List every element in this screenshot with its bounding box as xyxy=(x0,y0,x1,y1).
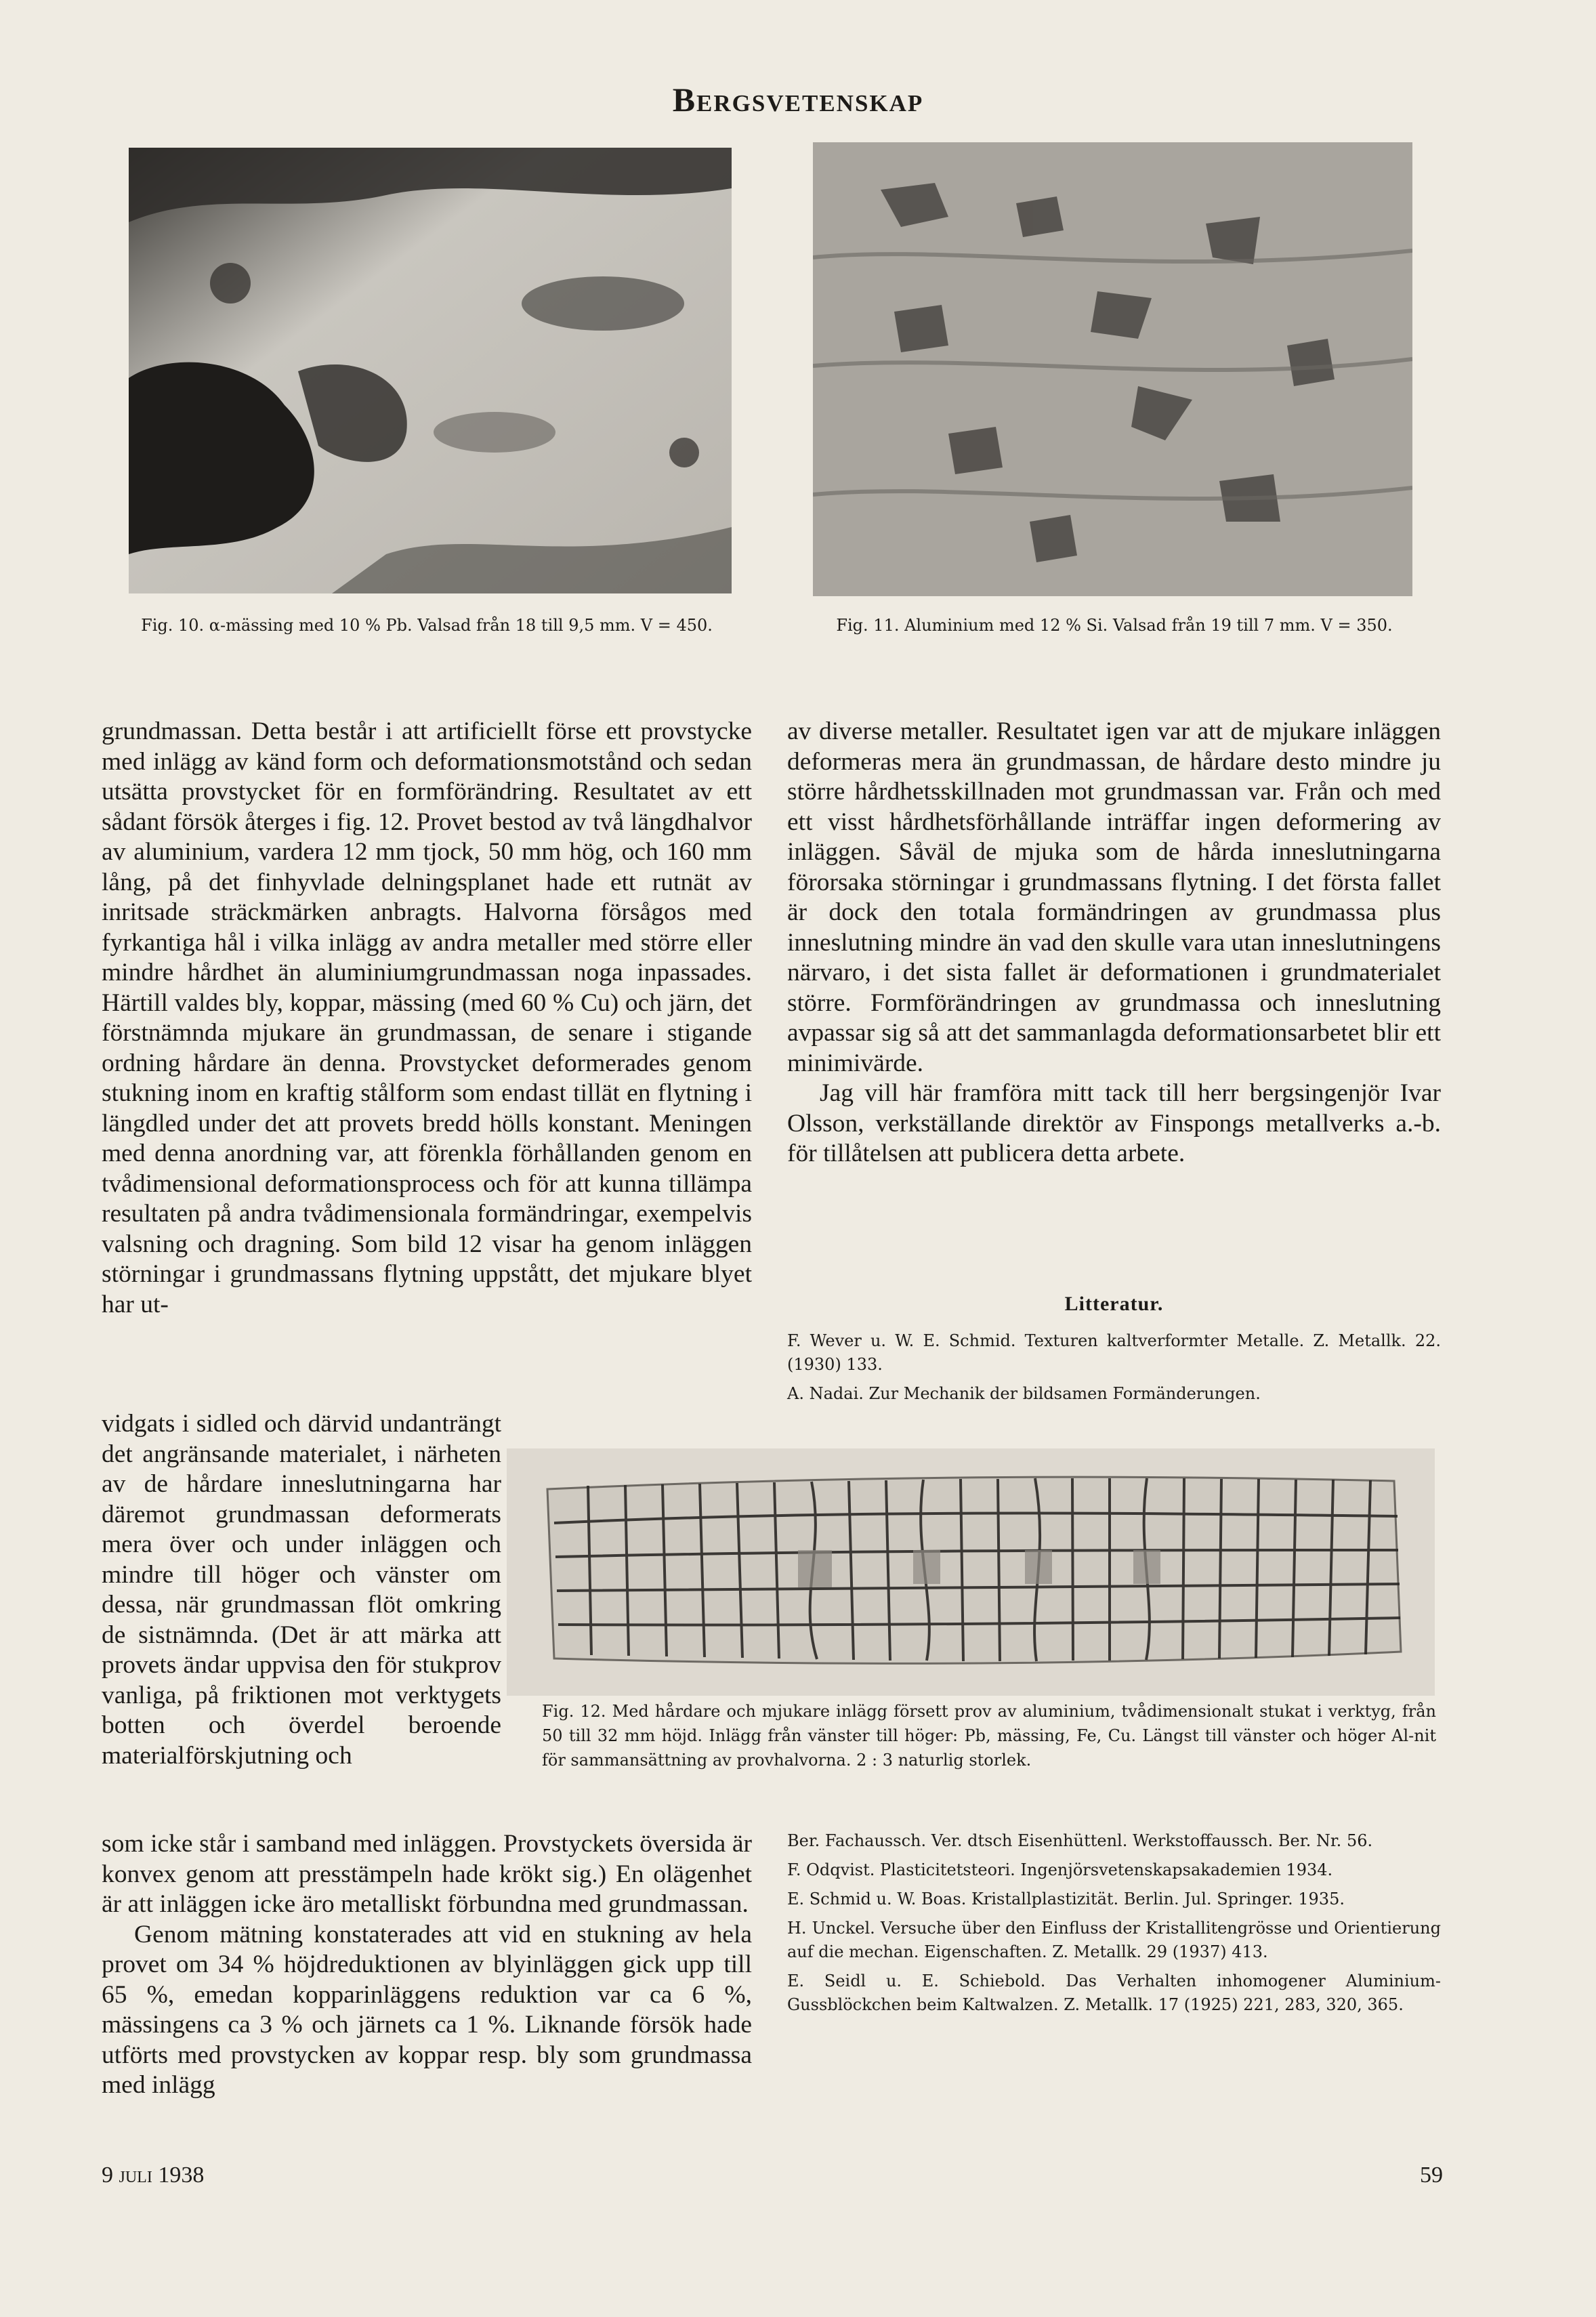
fig12-photo xyxy=(507,1448,1435,1696)
reference-item: F. Wever u. W. E. Schmid. Texturen kaltverformter Metalle. Z. Metallk. 22. (1930) 133. xyxy=(787,1331,1441,1374)
left-column-top xyxy=(102,717,752,1320)
page-number: 59 xyxy=(1420,2163,1443,2188)
left-column-narrow xyxy=(102,1409,501,1771)
reference-item: Ber. Fachaussch. Ver. dtsch Eisenhüttenl. Werkstoffaussch. Ber. Nr. 56. xyxy=(787,1831,1373,1850)
reference-item: E. Seidl u. E. Schiebold. Das Verhalten inhomogener Aluminium-Gussblöckchen beim Kaltwalzen. Z. Metallk. 17 (1925) 221, 283, 320, 365. xyxy=(787,1971,1441,2014)
right-column xyxy=(787,717,1441,1169)
fig11-photo xyxy=(813,142,1412,596)
reference-item: E. Schmid u. W. Boas. Kristallplastizität. Berlin. Jul. Springer. 1935. xyxy=(787,1890,1345,1908)
body-paragraph: vidgats i sidled och därvid undanträngt det angränsande materialet, i närheten av de hårdare inneslutningarna har däremot grundmassan deformerats mera över och under inläggen och mindre till höger och vänster om dessa, när grundmassan flöt omkring de sistnämnda. (Det är att märka att provets ändar uppvisa den för stukprov vanliga, på friktionen mot verktygets botten och överdel beroende materialförskjutning och xyxy=(102,1410,501,1770)
reference-item: A. Nadai. Zur Mechanik der bildsamen Formänderungen. xyxy=(787,1384,1261,1403)
body-paragraph: Jag vill här framföra mitt tack till herr bergsingenjör Ivar Olsson, verkställande direktör av Finspongs metallverks a.-b. för tillåtelsen att publicera detta arbete. xyxy=(787,1079,1441,1167)
reference-item: H. Unckel. Versuche über den Einfluss der Kristallitengrösse und Orientierung auf die mechan. Eigenschaften. Z. Metallk. 29 (1937) 413. xyxy=(787,1919,1441,1961)
body-paragraph: som icke står i samband med inläggen. Provstyckets översida är konvex genom att presstämpeln hade krökt sig.) En olägenhet är att inläggen icke äro metalliskt förbundna med grundmassan. xyxy=(102,1830,752,1918)
fig11-caption: Fig. 11. Aluminium med 12 % Si. Valsad från 19 till 7 mm. V = 350. xyxy=(836,616,1393,635)
body-paragraph: av diverse metaller. Resultatet igen var att de mjukare inläggen deformeras mera än grundmassan, de hårdare desto mindre ju större hårdhetsskillnaden mot grundmassan var. Från och med ett visst hårdhetsförhållande inträffar ingen deformering av inläggen. Såväl de mjuka som de hårda inneslutningarna förorsaka störningar i grundmassans flytning. I det första fallet är dock den totala formändringen av grundmassa plus inneslutning mindre än vad den skulle vara utan inneslutningens närvaro, i det sista fallet är deformationen i grundmaterialet större. Formförändringen av grundmassa och inneslutning avpassar sig så att det sammanlagda deformationsarbetet blir ett minimivärde. xyxy=(787,717,1441,1077)
literature-heading: Litteratur. xyxy=(1064,1293,1164,1315)
body-paragraph: Genom mätning konstaterades att vid en stukning av hela provet om 34 % höjdreduktionen av blyinläggen gick upp till 65 %, emedan kopparinläggens reduktion var ca 6 %, mässingens ca 3 % och järnets ca 1 %. Liknande försök hade utförts med provstycken av koppar resp. bly som grundmassa med inlägg xyxy=(102,1920,752,2099)
running-header: Bergsvetenskap xyxy=(672,81,924,119)
fig10-photo xyxy=(129,148,732,593)
reference-item: F. Odqvist. Plasticitetsteori. Ingenjörsvetenskapsakademien 1934. xyxy=(787,1860,1333,1879)
footer-date: 9 juli 1938 xyxy=(102,2163,205,2188)
fig10-caption: Fig. 10. α-mässing med 10 % Pb. Valsad från 18 till 9,5 mm. V = 450. xyxy=(141,616,713,635)
body-paragraph: grundmassan. Detta består i att artificiellt förse ett provstycke med inlägg av känd form och deformationsmotstånd och sedan utsätta provstycket för en formförändring. Resultatet av ett sådant försök återges i fig. 12. Provet bestod av två längdhalvor av aluminium, vardera 12 mm tjock, 50 mm hög, och 160 mm lång, på det finhyvlade delningsplanet hade ett rutnät av inritsade sträckmärken anbragts. Halvorna försågos med fyrkantiga hål i vilka inlägg av andra metaller med större eller mindre hårdhet än aluminiumgrundmassan noga inpassades. Härtill valdes bly, koppar, mässing (med 60 % Cu) och järn, det förstnämnda mjukare än grundmassan, de senare i stigande ordning hårdare än denna. Provstycket deformerades genom stukning inom en kraftig stålform som endast tillät en flytning i längdled under det att provets bredd hölls konstant. Meningen med denna anordning var, att förenkla förhållanden genom en tvådimensional deformationsprocess och för att kunna tillämpa resultaten på andra tvådimensionala formändringar, exempelvis valsning och dragning. Som bild 12 visar ha genom inläggen störningar i grundmassans flytning uppstått, det mjukare blyet har ut- xyxy=(102,717,752,1318)
left-column-bottom xyxy=(102,1829,752,2101)
references-top xyxy=(787,1329,1441,1411)
references-bottom xyxy=(787,1829,1441,2022)
fig12-caption: Fig. 12. Med hårdare och mjukare inlägg försett prov av aluminium, tvådimensionalt stukat i verktyg, från 50 till 32 mm höjd. Inlägg från vänster till höger: Pb, mässing, Fe, Cu. Längst till vänster och höger Al-nit för sammansättning av provhalvorna. 2 : 3 naturlig storlek. xyxy=(542,1702,1436,1770)
